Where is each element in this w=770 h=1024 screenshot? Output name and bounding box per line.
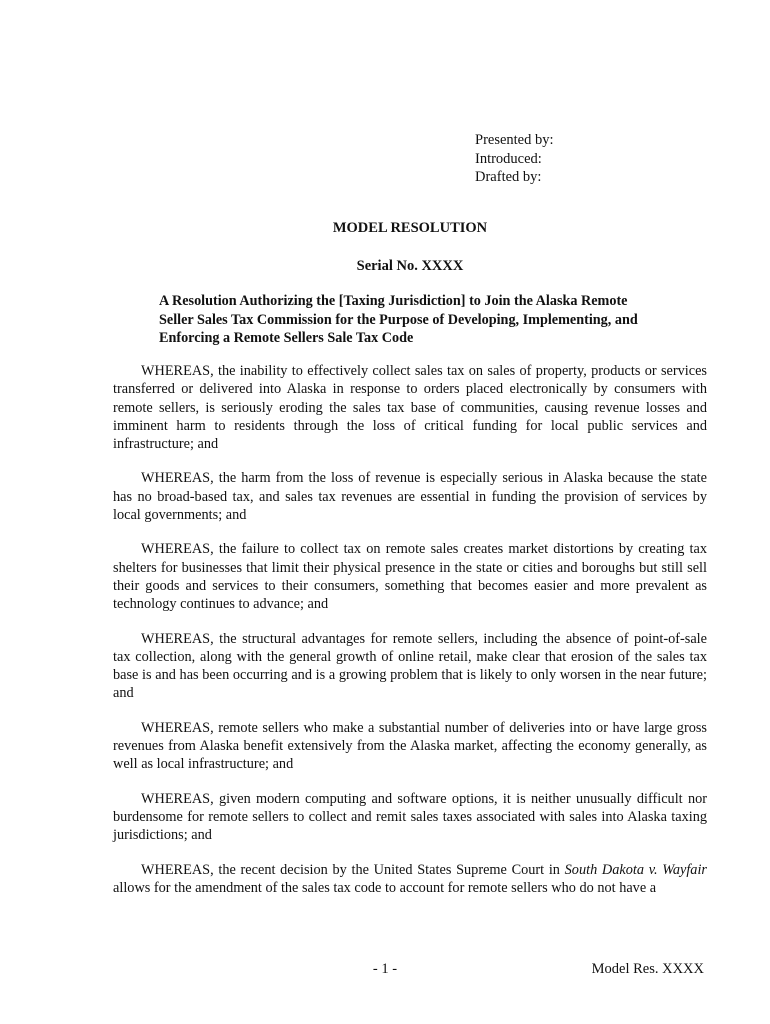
presenter-block [475,131,554,187]
whereas-lead: WHEREAS [141,541,211,558]
serial-number: Serial No. XXXX [356,258,464,274]
whereas-lead: WHEREAS [141,719,211,736]
whereas-paragraph [113,540,707,613]
whereas-paragraph [113,790,707,845]
resolution-body [113,362,707,913]
whereas-lead: WHEREAS [141,861,211,878]
presented-by-label: Presented by: [475,132,554,148]
whereas-paragraph-last [113,861,707,898]
drafted-by-label: Drafted by: [475,169,542,185]
document-title: MODEL RESOLUTION [332,220,488,236]
document-label: Model Res. XXXX [591,961,704,977]
page-number: - 1 - [372,961,398,977]
whereas-paragraph [113,719,707,774]
paragraph-text: allows for the amendment of the sales tax code to account for remote sellers who do not have a [113,879,657,896]
paragraph-text: , the harm from the loss of revenue is especially serious in Alaska because the state has no broad-based tax, and sales tax revenues are essential in funding the provision of services by local governments; and [113,470,707,524]
paragraph-text: , the structural advantages for remote sellers, including the absence of point-of-sale tax collection, along with the general growth of online retail, make clear that erosion of the sales tax base is and has been occurring and is a growing problem that is likely to only worsen in the near future; and [113,630,707,702]
resolution-title-line: Enforcing a Remote Sellers Sale Tax Code [159,330,414,346]
paragraph-text: , given modern computing and software options, it is neither unusually difficult nor burdensome for remote sellers to collect and remit sales taxes associated with sales into Alaska taxing jurisdictions; and [113,790,707,844]
resolution-title-line: Seller Sales Tax Commission for the Purpose of Developing, Implementing, and [159,311,638,328]
case-name: South Dakota v. Wayfair [564,861,707,878]
whereas-lead: WHEREAS [141,790,211,807]
paragraph-text: , the failure to collect tax on remote sales creates market distortions by creating tax shelters for businesses that limit their physical presence in the state or cities and boroughs but still sell their goods and services to their consumers, something that becomes easier and more prevalent as technology continues to advance; and [113,541,707,613]
whereas-paragraph [113,630,707,703]
whereas-paragraph [113,362,707,453]
whereas-lead: WHEREAS [141,470,211,487]
whereas-lead: WHEREAS [141,363,211,379]
introduced-label: Introduced: [475,150,542,167]
paragraph-text: , the inability to effectively collect sales tax on sales of property, products or services transferred or delivered into Alaska in response to orders placed electronically by consumers with remote sellers, is seriously eroding the sales tax base of communities, causing revenue losses and imminent harm to residents through the loss of critical funding for local public services and infrastructure; and [113,363,707,453]
resolution-title [159,292,679,348]
resolution-title-line: A Resolution Authorizing the [Taxing Jurisdiction] to Join the Alaska Remote [159,293,628,309]
whereas-lead: WHEREAS [141,630,211,647]
paragraph-text: , the recent decision by the United States Supreme Court in [210,861,565,878]
paragraph-text: , remote sellers who make a substantial number of deliveries into or have large gross revenues from Alaska benefit extensively from the Alaska market, affecting the economy generally, as well as local infrastructure; and [113,719,707,773]
whereas-paragraph [113,469,707,524]
